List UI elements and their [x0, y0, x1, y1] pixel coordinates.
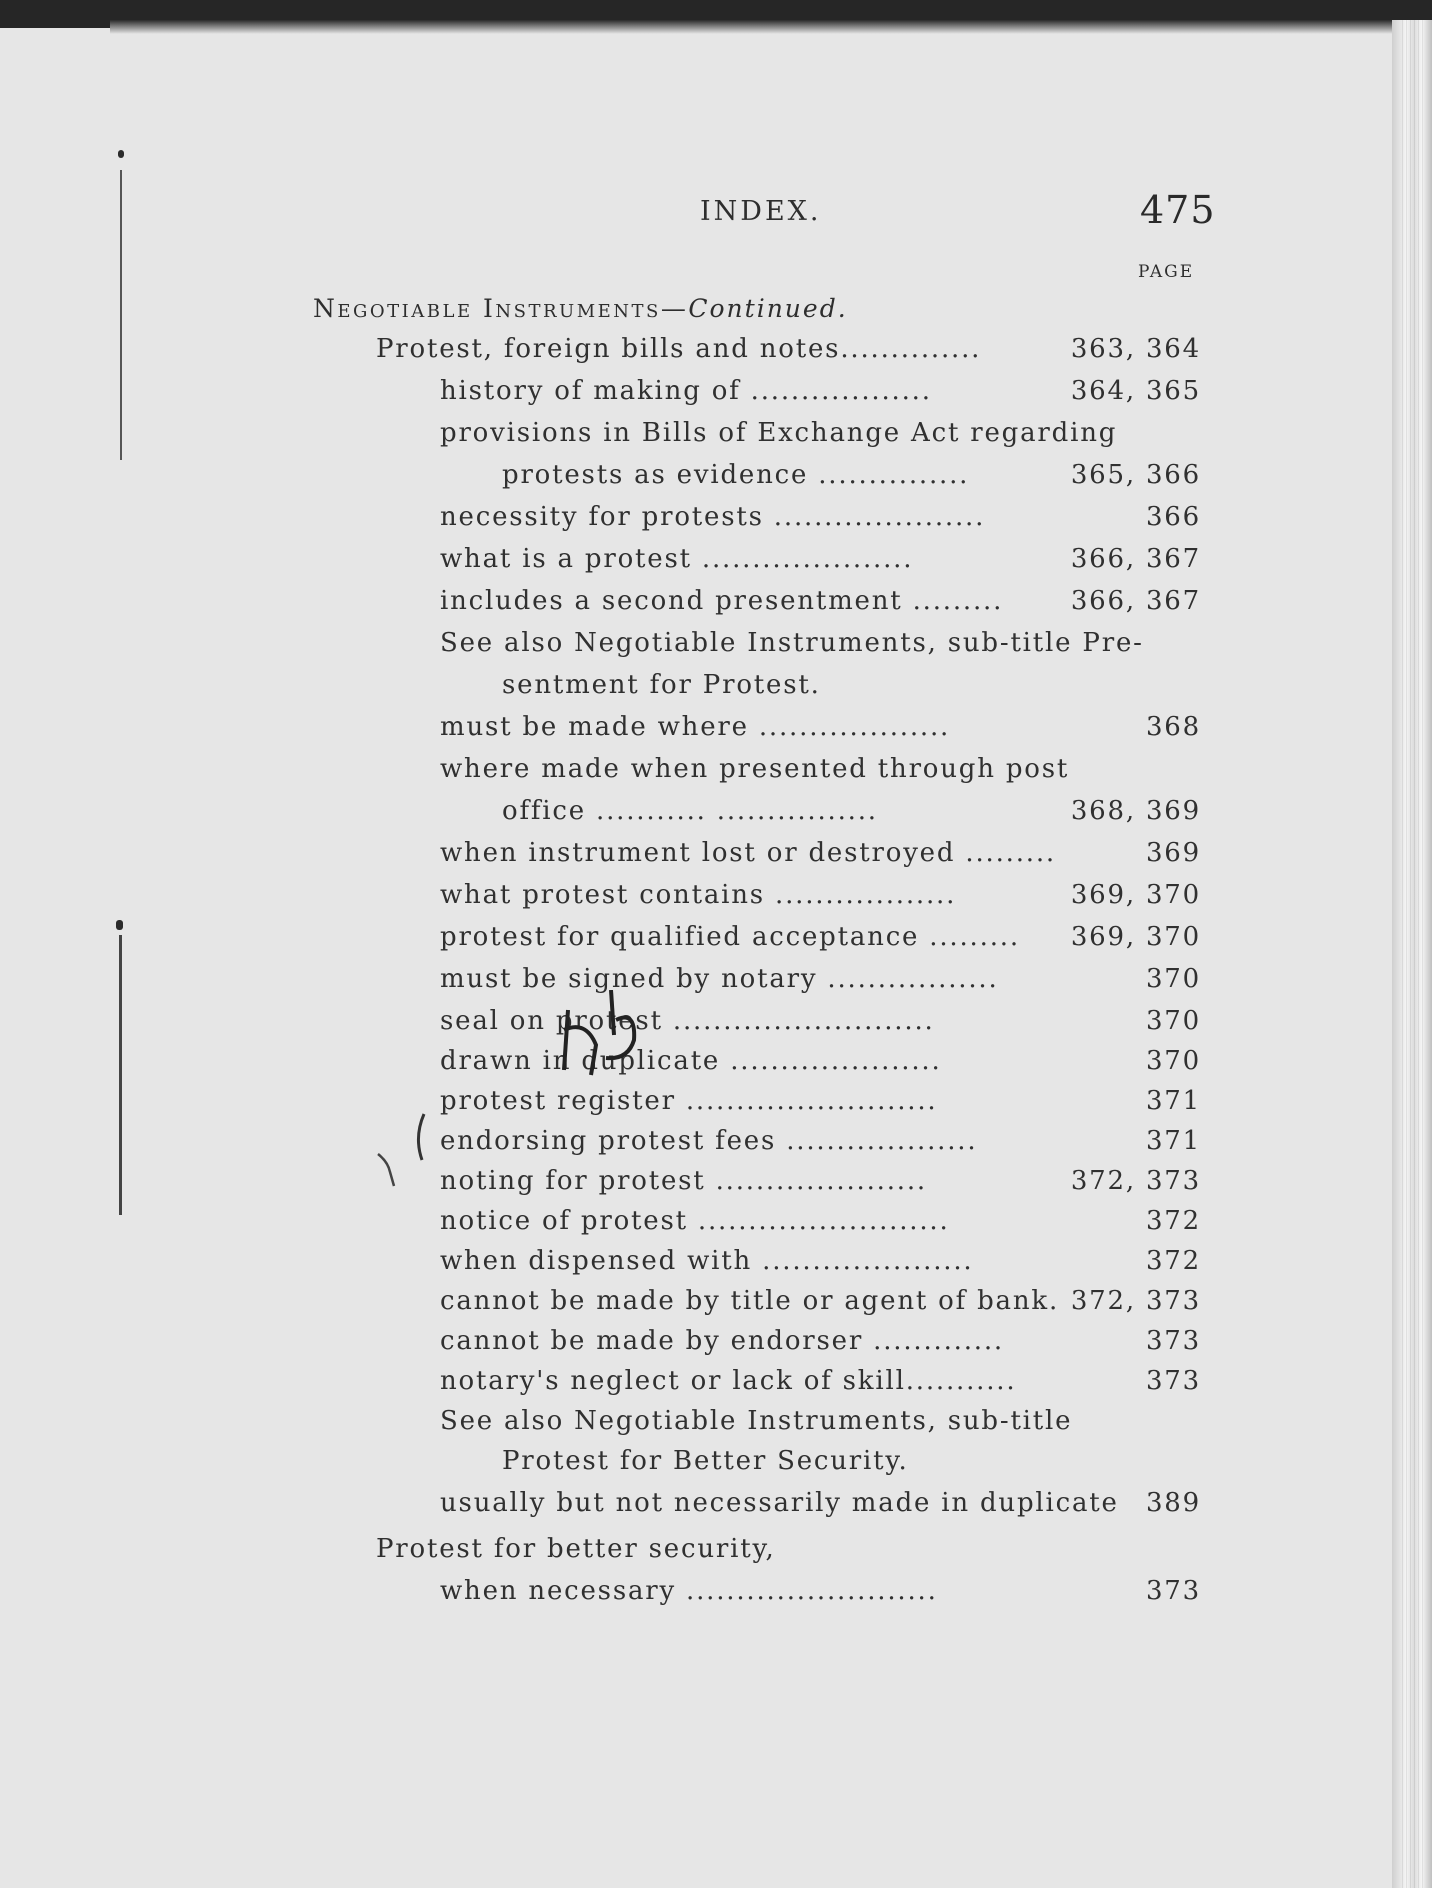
index-entry-text: where made when presented through post: [440, 754, 1070, 784]
index-entry-pages: 369, 370: [1070, 880, 1201, 910]
index-entry-pages: 370: [1145, 1046, 1201, 1076]
index-entry: [0, 754, 1432, 794]
index-entry: [0, 586, 1432, 626]
index-entry: [0, 964, 1432, 1004]
index-entry-text: provisions in Bills of Exchange Act regarding: [440, 418, 1118, 448]
index-entry-pages: 372, 373: [1070, 1286, 1201, 1316]
section-heading-dash: —: [660, 294, 689, 323]
index-entry-text: protest for qualified acceptance .........: [440, 922, 1020, 952]
index-entry: [0, 1534, 1432, 1574]
index-entry-pages: 369: [1145, 838, 1201, 868]
index-entry-pages: 370: [1145, 1006, 1201, 1036]
index-entry-text: when necessary .........................: [440, 1576, 938, 1606]
index-entry-text: includes a second presentment .........: [440, 586, 1004, 616]
index-entry-pages: 368: [1145, 712, 1201, 742]
index-entry-pages: 372: [1145, 1246, 1201, 1276]
margin-mark-top-line: [120, 170, 122, 460]
index-entry: [0, 796, 1432, 836]
index-entry: [0, 712, 1432, 752]
index-entry-text: must be made where ...................: [440, 712, 951, 742]
index-entry: [0, 880, 1432, 920]
index-entry-text: what protest contains ..................: [440, 880, 957, 910]
index-entry: [0, 1326, 1432, 1366]
index-entry: [0, 544, 1432, 584]
index-entry-pages: 371: [1145, 1126, 1201, 1156]
index-entry: [0, 1206, 1432, 1246]
index-entry: [0, 838, 1432, 878]
index-entry-pages: 366, 367: [1070, 544, 1201, 574]
index-entry-text: drawn in duplicate .....................: [440, 1046, 942, 1076]
index-entry-text: seal on protest ..........................: [440, 1006, 935, 1036]
index-entry-text: when instrument lost or destroyed .........: [440, 838, 1056, 868]
index-entry-text: sentment for Protest.: [502, 670, 821, 700]
index-entry-text: what is a protest .....................: [440, 544, 914, 574]
index-entry-text: notary's neglect or lack of skill...........: [440, 1366, 1017, 1396]
index-entry-pages: 369, 370: [1070, 922, 1201, 952]
index-entry-pages: 364, 365: [1070, 376, 1201, 406]
index-entry-pages: 372: [1145, 1206, 1201, 1236]
index-entry-pages: 366: [1145, 502, 1201, 532]
index-entry-pages: 371: [1145, 1086, 1201, 1116]
index-entry: [0, 1166, 1432, 1206]
page-number: 475: [1140, 188, 1216, 232]
index-entry-text: when dispensed with .....................: [440, 1246, 974, 1276]
index-entry-text: usually but not necessarily made in duplicate: [440, 1488, 1119, 1518]
index-entry-pages: 373: [1145, 1366, 1201, 1396]
scan-top-edge-shadow: [110, 20, 1432, 34]
index-entry-pages: 365, 366: [1070, 460, 1201, 490]
index-entry: [0, 460, 1432, 500]
index-entry-pages: 366, 367: [1070, 586, 1201, 616]
index-entry-text: necessity for protests .....................: [440, 502, 986, 532]
index-entry: [0, 502, 1432, 542]
section-heading: [313, 294, 848, 323]
index-entry-text: endorsing protest fees ...................: [440, 1126, 978, 1156]
index-entry-pages: 368, 369: [1070, 796, 1201, 826]
index-entry-text: See also Negotiable Instruments, sub-title: [440, 1406, 1073, 1436]
handwritten-tick: [376, 1150, 400, 1190]
index-entry: [0, 334, 1432, 374]
index-entry: [0, 628, 1432, 668]
section-heading-continued: Continued.: [688, 294, 848, 323]
index-entry: [0, 1126, 1432, 1166]
index-entry: [0, 1576, 1432, 1616]
index-entry: [0, 922, 1432, 962]
index-entry-text: See also Negotiable Instruments, sub-title Pre-: [440, 628, 1144, 658]
index-entry: [0, 418, 1432, 458]
index-entry: [0, 1446, 1432, 1486]
index-entry: [0, 670, 1432, 710]
index-entry-text: Protest for better security,: [376, 1534, 776, 1564]
index-entry-text: must be signed by notary .................: [440, 964, 999, 994]
index-entry-text: history of making of ..................: [440, 376, 932, 406]
index-entry: [0, 1406, 1432, 1446]
index-entry-pages: 372, 373: [1070, 1166, 1201, 1196]
index-entry-pages: 363, 364: [1070, 334, 1201, 364]
index-entry-pages: 389: [1145, 1488, 1201, 1518]
index-entry-text: noting for protest .....................: [440, 1166, 927, 1196]
index-entry-pages: 373: [1145, 1326, 1201, 1356]
index-entry: [0, 1366, 1432, 1406]
page-column-label: PAGE: [1138, 262, 1195, 282]
index-entry-text: office ........... ................: [502, 796, 878, 826]
index-entry: [0, 1086, 1432, 1126]
index-entry: [0, 1488, 1432, 1528]
index-entry-text: notice of protest .........................: [440, 1206, 950, 1236]
index-entry-text: cannot be made by title or agent of bank.: [440, 1286, 1060, 1316]
index-entry-pages: 370: [1145, 964, 1201, 994]
margin-mark-top-dot: [118, 150, 124, 158]
index-entry: [0, 376, 1432, 416]
index-entry-text: Protest, foreign bills and notes..............: [376, 334, 982, 364]
index-entry-pages: 373: [1145, 1576, 1201, 1606]
index-entry-text: Protest for Better Security.: [502, 1446, 909, 1476]
index-entry: [0, 1286, 1432, 1326]
index-entry: [0, 1246, 1432, 1286]
index-entry-text: protests as evidence ...............: [502, 460, 970, 490]
handwritten-scribble: [556, 990, 666, 1080]
index-entry-text: cannot be made by endorser .............: [440, 1326, 1004, 1356]
running-header-title: INDEX.: [700, 196, 822, 227]
index-entry: [0, 1006, 1432, 1046]
index-entry-text: protest register .........................: [440, 1086, 938, 1116]
handwritten-bracket: [412, 1112, 428, 1162]
section-heading-main: Negotiable Instruments: [313, 294, 661, 323]
index-entry: [0, 1046, 1432, 1086]
